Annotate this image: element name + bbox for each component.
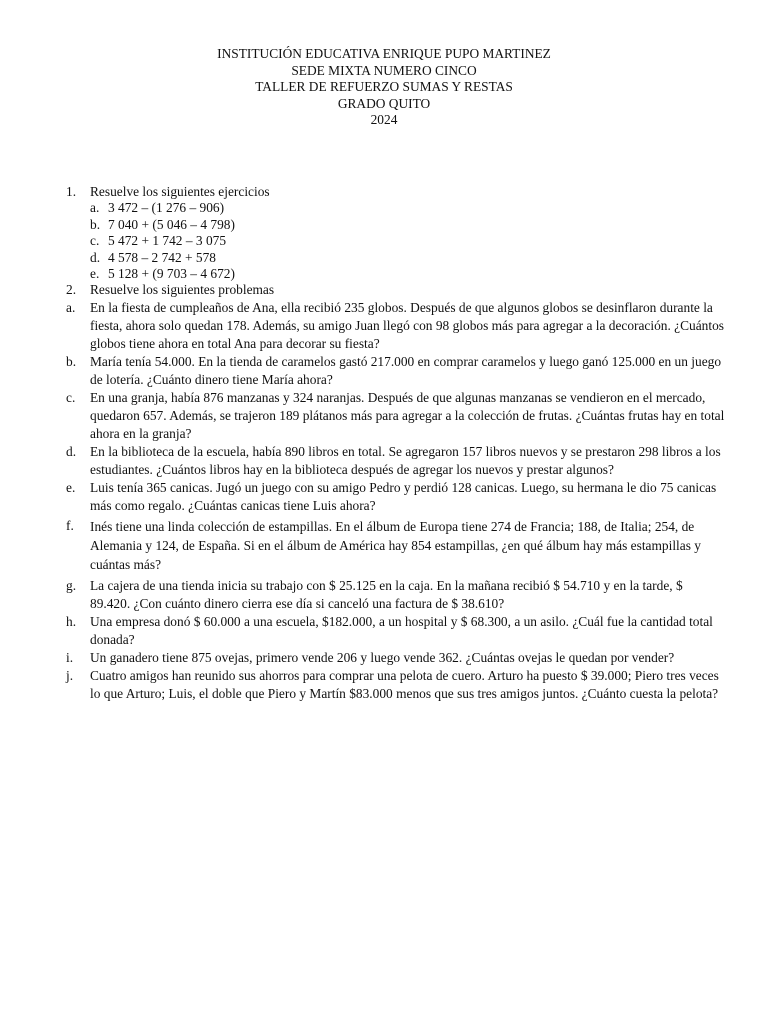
section-number: 1. (66, 184, 77, 199)
problem-item (66, 649, 726, 667)
problem-text: Una empresa donó $ 60.000 a una escuela, $182.000, a un hospital y $ 68.300, a un asilo. ¿Cuál fue la cantidad total donada? (90, 613, 713, 647)
problem-item (66, 667, 726, 703)
problem-text: Luis tenía 365 canicas. Jugó un juego con su amigo Pedro y perdió 128 canicas. Luego, su hermana le dio 75 canicas más como regalo. ¿Cuántas canicas tiene Luis ahora? (90, 479, 717, 513)
section-number: 2. (66, 282, 77, 298)
problem-text: Inés tiene una linda colección de estampillas. En el álbum de Europa tiene 274 de Francia; 188, de Italia; 254, de Alemania y 124, de España. Si en el álbum de América hay 854 estampillas, ¿en qué álbum hay más estampillas y cuántas más? (90, 518, 701, 572)
problem-label: a. (66, 299, 76, 315)
document-body (66, 184, 726, 703)
exercise-item (90, 233, 726, 249)
exercise-text: 4 578 – 2 742 + 578 (108, 249, 216, 265)
exercise-item (90, 217, 726, 233)
problem-item (66, 577, 726, 613)
problem-item (66, 613, 726, 649)
problem-text: Un ganadero tiene 875 ovejas, primero vende 206 y luego vende 362. ¿Cuántas ovejas le quedan por vender? (90, 649, 675, 665)
problem-label: g. (66, 577, 77, 593)
exercise-label: d. (90, 249, 101, 265)
problem-text: En la biblioteca de la escuela, había 890 libros en total. Se agregaron 157 libros nuevos y se prestaron 298 libros a los estudiantes. ¿Cuántos libros hay en la biblioteca después de agregar los nuevos y prestar algunos? (90, 443, 721, 477)
section-heading (66, 282, 726, 298)
problem-label: j. (66, 667, 74, 683)
section-exercises (66, 184, 726, 299)
problem-label: e. (66, 479, 76, 495)
problem-text: María tenía 54.000. En la tienda de caramelos gastó 217.000 en comprar caramelos y luego ganó 125.000 en un juego de lotería. ¿Cuánto dinero tiene María ahora? (90, 353, 722, 387)
workshop-title: TALLER DE REFUERZO SUMAS Y RESTAS (255, 79, 513, 95)
exercise-text: 7 040 + (5 046 – 4 798) (108, 216, 235, 232)
exercise-list (66, 200, 726, 282)
campus-name: SEDE MIXTA NUMERO CINCO (291, 62, 477, 78)
section-heading (66, 184, 726, 200)
problem-text: En una granja, había 876 manzanas y 324 naranjas. Después de que algunas manzanas se vendieron en el mercado, quedaron 657. Además, se trajeron 189 plátanos más para agregar a la colección de frutas. ¿Cuántas frutas hay en total ahora en la granja? (90, 389, 725, 441)
problem-item (66, 353, 726, 389)
problem-label: b. (66, 353, 77, 369)
problem-label: f. (66, 517, 74, 533)
problem-label: d. (66, 443, 77, 459)
exercise-label: c. (90, 233, 100, 249)
problem-item (66, 389, 726, 443)
problem-item (66, 443, 726, 479)
problem-list (66, 299, 726, 703)
section-title: Resuelve los siguientes problemas (90, 282, 275, 298)
exercise-item (90, 250, 726, 266)
school-name: INSTITUCIÓN EDUCATIVA ENRIQUE PUPO MARTINEZ (217, 46, 551, 61)
problem-label: h. (66, 613, 77, 629)
exercise-text: 3 472 – (1 276 – 906) (108, 200, 225, 216)
problem-item (66, 479, 726, 515)
exercise-text: 5 128 + (9 703 – 4 672) (108, 266, 235, 282)
exercise-label: a. (90, 200, 100, 216)
section-title: Resuelve los siguientes ejercicios (90, 184, 270, 199)
exercise-item (90, 200, 726, 216)
document-header (0, 46, 768, 129)
exercise-item (90, 266, 726, 282)
year-label: 2024 (370, 112, 398, 128)
exercise-label: b. (90, 216, 101, 232)
problem-text: En la fiesta de cumpleaños de Ana, ella recibió 235 globos. Después de que algunos globos se desinflaron durante la fiesta, ahora solo quedan 178. Además, su amigo Juan llegó con 98 globos más para agregar a la decoración. ¿Cuántos globos tiene ahora en total Ana para decorar su fiesta? (90, 299, 725, 351)
problem-text: Cuatro amigos han reunido sus ahorros para comprar una pelota de cuero. Arturo ha puesto $ 39.000; Piero tres veces lo que Arturo; Luis, el doble que Piero y Martín $83.000 menos que sus tres amigos juntos. ¿Cuánto cuesta la pelota? (90, 667, 719, 701)
problem-item (66, 299, 726, 353)
exercise-label: e. (90, 266, 100, 282)
problem-label: i. (66, 649, 74, 665)
exercise-text: 5 472 + 1 742 – 3 075 (108, 233, 227, 249)
problem-item (66, 517, 726, 574)
problem-label: c. (66, 389, 76, 405)
problem-text: La cajera de una tienda inicia su trabajo con $ 25.125 en la caja. En la mañana recibió $ 54.710 y en la tarde, $ 89.420. ¿Con cuánto dinero cierra ese día si canceló una factura de $ 38.610? (90, 577, 683, 611)
grade-label: GRADO QUITO (337, 95, 431, 111)
